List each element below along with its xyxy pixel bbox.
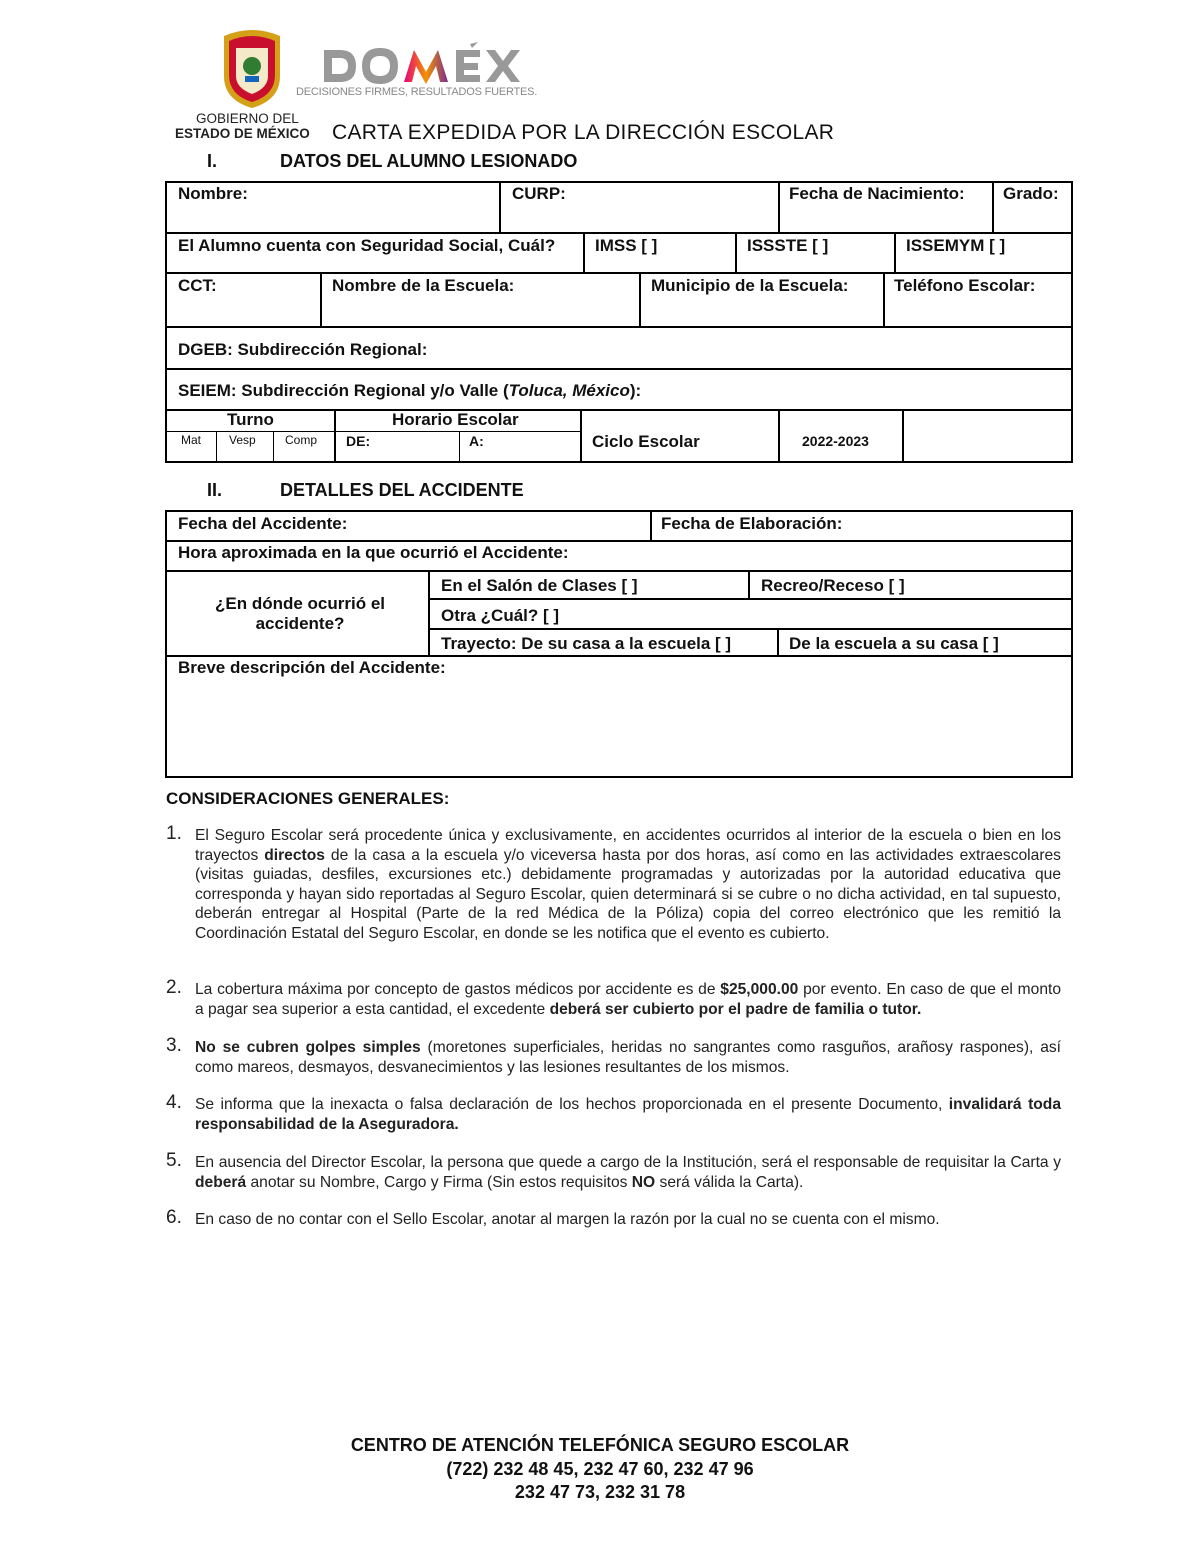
- section2-number: II.: [207, 480, 223, 500]
- c4-text-a: Se informa que la inexacta o falsa declaración de los hechos proporcionada en el presente Documento,: [195, 1096, 949, 1113]
- c2-text-c: por evento. En caso de que el monto a pagar sea superior a esta cantidad, el excedente: [195, 981, 1061, 1018]
- item-number-2: 2.: [166, 977, 182, 998]
- section2-heading: DETALLES DEL ACCIDENTE: [280, 480, 524, 500]
- ciclo-escolar-value: 2022-2023: [802, 433, 869, 449]
- issemym-checkbox[interactable]: ISSEMYM [ ]: [906, 236, 1006, 255]
- state-seal-logo: [216, 28, 288, 110]
- horario-a-label: A:: [469, 433, 484, 449]
- c5-text-a: En ausencia del Director Escolar, la persona que quede a cargo de la Institución, será el responsable de requisitar la Carta y: [195, 1154, 1061, 1171]
- item-number-1: 1.: [166, 823, 182, 844]
- mat-checkbox[interactable]: Mat: [181, 433, 202, 447]
- c5-text-d: NO: [631, 1173, 656, 1191]
- horario-label: Horario Escolar: [392, 410, 519, 429]
- trayecto-escuela-casa-checkbox[interactable]: De la escuela a su casa [ ]: [789, 634, 999, 653]
- section1-number: I.: [207, 151, 218, 171]
- gov-name-line2: ESTADO DE MÉXICO: [175, 126, 310, 141]
- c5-text-b: deberá: [195, 1173, 247, 1191]
- consideration-4: [195, 1095, 1061, 1134]
- footer-phones-1: (722) 232 48 45, 232 47 60, 232 47 96: [446, 1459, 754, 1479]
- c3-text-a: No se cubren golpes simples: [195, 1039, 421, 1056]
- seiem-text-a: SEIEM: Subdirección Regional y/o Valle (: [178, 381, 509, 400]
- recreo-checkbox[interactable]: Recreo/Receso [ ]: [761, 576, 905, 595]
- c5-text-c: anotar su Nombre, Cargo y Firma (Sin estos requisitos: [246, 1173, 632, 1191]
- horario-de-label: DE:: [346, 433, 371, 449]
- cct-label: CCT:: [178, 276, 217, 295]
- edomex-brand-logo: [296, 42, 538, 100]
- nombre-label: Nombre:: [178, 184, 248, 203]
- curp-label: CURP:: [512, 184, 566, 203]
- gov-name-line1: GOBIERNO DEL: [196, 111, 299, 126]
- turno-label: Turno: [227, 410, 274, 429]
- c2-text-b: $25,000.00: [720, 981, 799, 998]
- c2-text-a: La cobertura máxima por concepto de gastos médicos por accidente es de: [195, 981, 721, 998]
- consideration-3: [195, 1038, 1061, 1077]
- c2-text-d: deberá ser cubierto por el padre de familia o tutor.: [549, 1000, 922, 1018]
- consideration-1: [195, 826, 1061, 943]
- fecha-accidente-label: Fecha del Accidente:: [178, 514, 348, 533]
- fecha-elaboracion-label: Fecha de Elaboración:: [661, 514, 843, 533]
- nombre-escuela-label: Nombre de la Escuela:: [332, 276, 515, 295]
- donde-ocurrio-label: ¿En dónde ocurrió el accidente?: [214, 594, 385, 633]
- item-number-6: 6.: [166, 1207, 182, 1228]
- consideration-5: [195, 1153, 1061, 1192]
- seiem-text-b: Toluca, México: [508, 381, 630, 400]
- imss-checkbox[interactable]: IMSS [ ]: [595, 236, 658, 255]
- footer-phones-2: 232 47 73, 232 31 78: [514, 1482, 686, 1502]
- item-number-4: 4.: [166, 1092, 182, 1113]
- telefono-escolar-label: Teléfono Escolar:: [894, 276, 1036, 295]
- vesp-checkbox[interactable]: Vesp: [229, 433, 256, 447]
- dgeb-label: DGEB: Subdirección Regional:: [178, 340, 428, 359]
- hora-accidente-label: Hora aproximada en la que ocurrió el Accidente:: [178, 543, 569, 562]
- seiem-label: [166, 379, 641, 401]
- ciclo-escolar-label: Ciclo Escolar: [592, 432, 700, 451]
- page-title: CARTA EXPEDIDA POR LA DIRECCIÓN ESCOLAR: [332, 121, 835, 144]
- section1-heading: DATOS DEL ALUMNO LESIONADO: [280, 151, 578, 171]
- issste-checkbox[interactable]: ISSSTE [ ]: [747, 236, 829, 255]
- fecha-nacimiento-label: Fecha de Nacimiento:: [789, 184, 965, 203]
- otra-checkbox[interactable]: Otra ¿Cuál? [ ]: [441, 606, 560, 625]
- c4-text-b: invalidará toda responsabilidad de la Aseguradora.: [195, 1096, 1061, 1133]
- edomex-tagline: DECISIONES FIRMES, RESULTADOS FUERTES.: [296, 86, 538, 98]
- c5-text-e: será válida la Carta).: [655, 1173, 804, 1191]
- breve-descripcion-label: Breve descripción del Accidente:: [178, 658, 446, 677]
- consideration-6: En caso de no contar con el Sello Escolar, anotar al margen la razón por la cual no se cuenta con el mismo.: [195, 1211, 940, 1228]
- c1-text-b: directos: [264, 846, 325, 864]
- comp-checkbox[interactable]: Comp: [285, 433, 318, 447]
- trayecto-casa-escuela-checkbox[interactable]: Trayecto: De su casa a la escuela [ ]: [441, 634, 732, 653]
- salon-clases-checkbox[interactable]: En el Salón de Clases [ ]: [441, 576, 638, 595]
- consideration-2: [195, 980, 1061, 1019]
- c3-text-b: (moretones superficiales, heridas no sangrantes como rasguños, arañosy raspones), así como mareos, desmayos, desvanecimientos y las lesiones resultantes de los mismos.: [195, 1039, 1062, 1076]
- considerations-heading: CONSIDERACIONES GENERALES:: [166, 789, 450, 808]
- footer-line-1: CENTRO DE ATENCIÓN TELEFÓNICA SEGURO ESCOLAR: [350, 1435, 850, 1455]
- municipio-label: Municipio de la Escuela:: [651, 276, 849, 295]
- item-number-3: 3.: [166, 1035, 182, 1056]
- grado-label: Grado:: [1003, 184, 1059, 203]
- c1-text-a: El Seguro Escolar será procedente única y exclusivamente, en accidentes ocurridos al interior de la escuela o bien en los trayectos: [195, 827, 1061, 864]
- c1-text-c: de la casa a la escuela y/o viceversa hasta por dos horas, así como en las actividades extraescolares (visitas guiadas, desfiles, excursiones etc.) debidamente programadas y autorizadas por la autoridad educativa que corresponda y hayan sido reportadas al Seguro Escolar, quien determinará si se cubre o no dicha actividad, en tal supuesto, deberán entregar al Hospital (Parte de la red Médica de la Póliza) copia del correo electrónico que les remitió la Coordinación Estatal del Seguro Escolar, en donde se les notifica que el evento es cubierto.: [195, 846, 1061, 942]
- seguridad-social-label: El Alumno cuenta con Seguridad Social, Cuál?: [178, 236, 556, 255]
- item-number-5: 5.: [166, 1150, 182, 1171]
- seiem-text-c: ):: [629, 381, 642, 400]
